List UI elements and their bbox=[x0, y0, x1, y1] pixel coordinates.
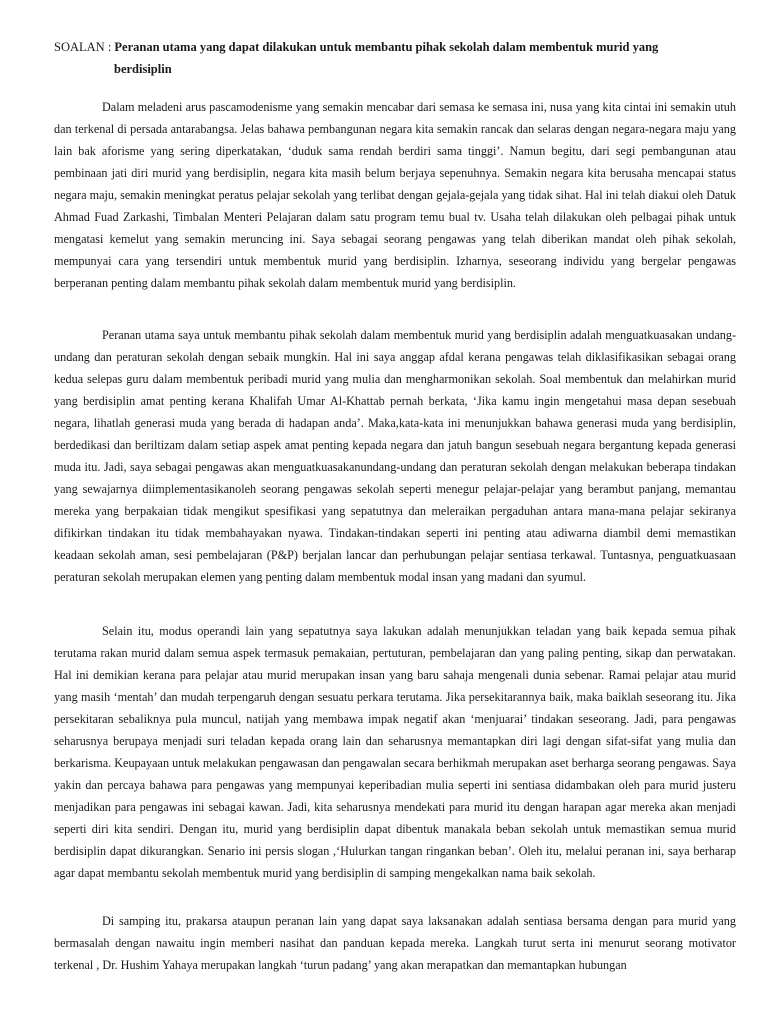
question-label: SOALAN : bbox=[54, 40, 112, 54]
paragraph-body-2: Selain itu, modus operandi lain yang sepatutnya saya lakukan adalah menunjukkan teladan yang baik kepada semua pihak terutama rakan murid dalam semua aspek termasuk pemakaian, pertuturan, pembelajaran dan yang paling penting, sikap dan perwatakan. Hal ini demikian kerana para pelajar atau murid merupakan insan yang baru sahaja mengenali dunia sebenar. Ramai pelajar atau murid yang masih ‘mentah’ dan mudah terpengaruh dengan sesuatu perkara terutama. Jika persekitarannya baik, maka baiklah seseorang itu. Jika persekitaran sebaliknya pula muncul, natijah yang membawa impak negatif akan ‘menjuarai’ tindakan seseorang. Jadi, para pengawas seharusnya berupaya menjadi suri teladan kepada orang lain dan seharusnya memantapkan diri lagi dengan sifat-sifat yang mulia dan berkarisma. Keupayaan untuk melakukan pengawasan dan pengawalan secara berhikmah merupakan aset berharga seorang pengawas. Saya yakin dan percaya bahawa para pengawas yang mempunyai keperibadian mulia seperti ini sentiasa didambakan oleh para murid justeru menjadikan para pengawas ini sebagai kawan. Jadi, kita seharusnya mendekati para murid itu dengan harapan agar mereka akan menjadi seperti diri kita sendiri. Dengan itu, murid yang berdisiplin dapat dibentuk manakala beban sekolah untuk memastikan semua murid berdisiplin dapat dikurangkan. Senario ini persis slogan ,‘Hulurkan tangan ringankan beban’. Oleh itu, melalui peranan ini, saya berharap agar dapat membantu sekolah membentuk murid yang berdisiplin di samping mengekalkan nama baik sekolah. bbox=[54, 624, 736, 880]
paragraph-body-1: Peranan utama saya untuk membantu pihak sekolah dalam membentuk murid yang berdisiplin adalah menguatkuasakan undang-undang dan peraturan sekolah dengan sebaik mungkin. Hal ini saya anggap afdal kerana pengawas telah diklasifikasikan sebagai orang kedua selepas guru dalam membentuk peribadi murid yang mulia dan mengharmonikan sekolah. Soal membentuk dan melahirkan murid yang berdisiplin amat penting kerana Khalifah Umar Al-Khattab pernah berkata, ‘Jika kamu ingin mengetahui masa depan sesebuah negara, lihatlah generasi muda yang berada di hadapan anda’. Maka,kata-kata ini menunjukkan bahawa generasi muda yang berdisiplin, berdedikasi dan beriltizam dalam setiap aspek amat penting kepada negara dan jatuh bangun sesebuah negara bergantung kepada generasi muda itu. Jadi, saya sebagai pengawas akan menguatkuasakanundang-undang dan peraturan sekolah dengan melakukan beberapa tindakan yang sewajarnya diimplementasikanoleh seorang pengawas sekolah seperti menegur pelajar-pelajar yang berambut panjang, memantau mereka yang berpakaian tidak mengikut spesifikasi yang sepatutnya dan meleraikan pergaduhan antara mana-mana pelajar sekiranya difikirkan tindakan itu tidak membahayakan nyawa. Tindakan-tindakan seperti ini penting atau adiwarna diambil demi memastikan keadaan sekolah aman, sesi pembelajaran (P&P) berjalan lancar dan perhubungan pelajar sentiasa terkawal. Tuntasnya, penguatkuasaan peraturan sekolah merupakan elemen yang penting dalam membentuk modal insan yang madani dan syumul. bbox=[54, 328, 736, 584]
question-text: Peranan utama yang dapat dilakukan untuk membantu pihak sekolah dalam membentuk murid yang bbox=[114, 40, 659, 54]
question-heading bbox=[54, 36, 744, 80]
paragraph-introduction: Dalam meladeni arus pascamodenisme yang semakin mencabar dari semasa ke semasa ini, nusa yang kita cintai ini semakin utuh dan terkenal di persada antarabangsa. Jelas bahawa pembangunan negara kita semakin rancak dan selaras dengan negara-negara maju yang lain bak aforisme yang sering diperkatakan, ‘duduk sama rendah berdiri sama tinggi’. Namun begitu, dari segi pembangunan atau pembinaan jati diri murid yang berdisiplin, negara kita masih belum berjaya sepenuhnya. Semakin negara kita berusaha mencapai status negara maju, semakin meningkat peratus pelajar sekolah yang terlibat dengan gejala-gejala yang tidak sihat. Hal ini telah diakui oleh Datuk Ahmad Fuad Zarkashi, Timbalan Menteri Pelajaran dalam satu program temu bual tv. Usaha telah dilakukan oleh pelbagai pihak untuk mengatasi kemelut yang semakin meruncing ini. Saya sebagai seorang pengawas yang telah diberikan mandat oleh pihak sekolah, mempunyai cara yang tersendiri untuk membentuk murid yang berdisiplin. Izharnya, seseorang individu yang bergelar pengawas berperanan penting dalam membantu pihak sekolah dalam membentuk murid yang berdisiplin. bbox=[54, 100, 736, 290]
question-text-continuation: berdisiplin bbox=[114, 62, 172, 76]
paragraph-body-3: Di samping itu, prakarsa ataupun peranan lain yang dapat saya laksanakan adalah sentiasa bersama dengan para murid yang bermasalah dengan nawaitu ingin memberi nasihat dan panduan kepada mereka. Langkah turut serta ini menurut seorang motivator terkenal , Dr. Hushim Yahaya merupakan langkah ‘turun padang’ yang akan merapatkan dan memantapkan hubungan bbox=[54, 914, 736, 972]
